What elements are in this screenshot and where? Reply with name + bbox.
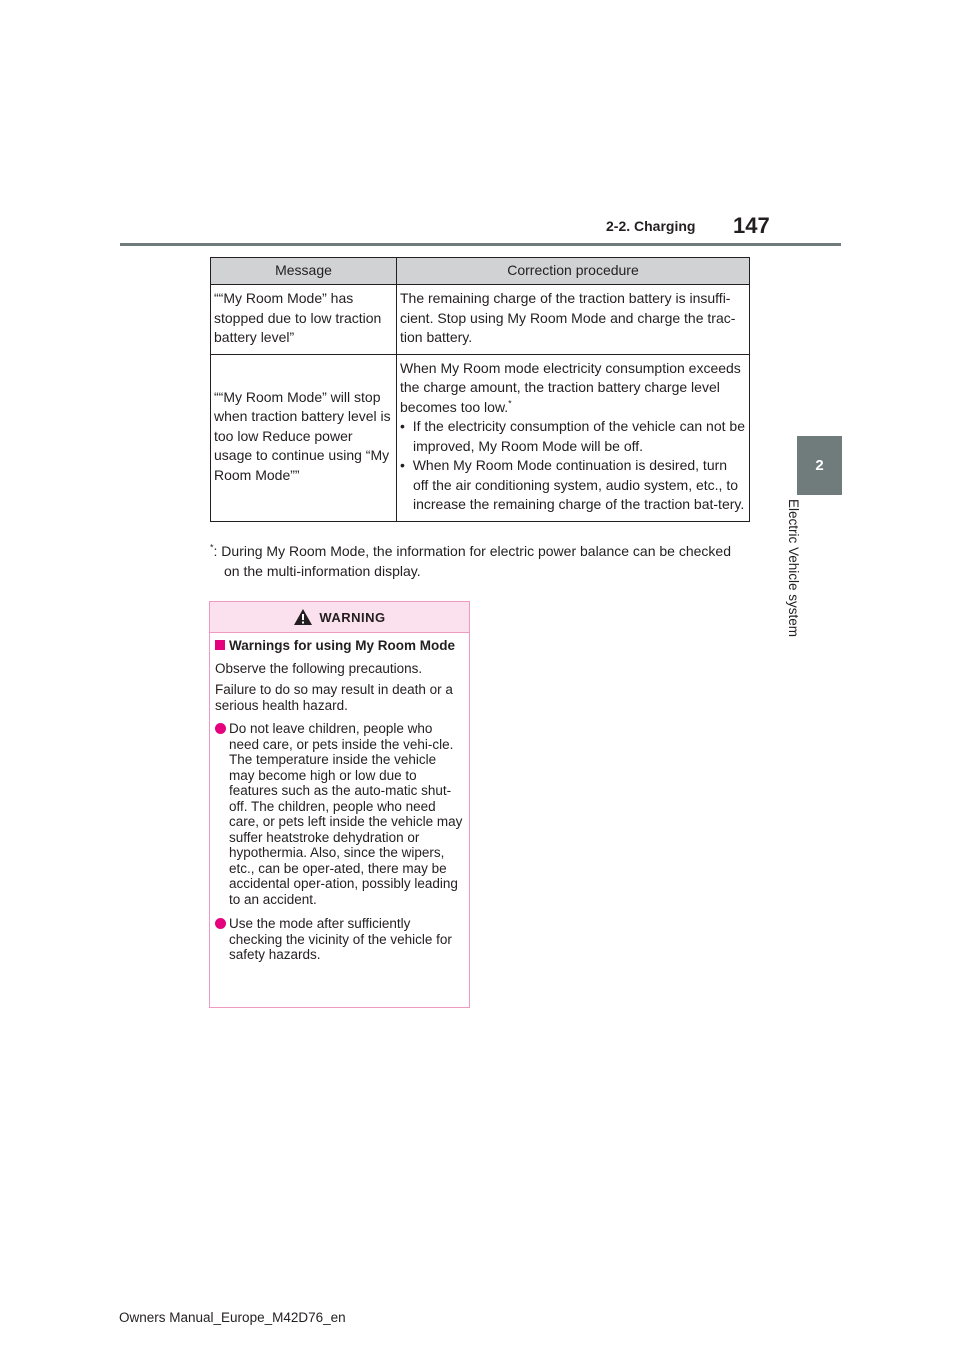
table-row	[211, 354, 750, 521]
procedure-bullet: • When My Room Mode continuation is desired, turn off the air conditioning system, audio system, etc., to increase the remaining charge of the traction bat-tery.	[400, 457, 745, 512]
circle-bullet-icon	[215, 723, 226, 734]
column-header-message: Message	[211, 258, 397, 285]
procedure-intro: When My Room mode electricity consumption exceeds the charge amount, the traction battery charge level becomes too low.*	[400, 359, 741, 415]
chapter-number: 2	[815, 457, 824, 474]
warning-paragraph: Observe the following precautions.	[215, 660, 423, 676]
procedure-cell: The remaining charge of the traction battery is insuffi-cient. Stop using My Room Mode and charge the trac-tion battery.	[397, 285, 750, 355]
warning-item: Do not leave children, people who need care, or pets inside the vehi-cle. The temperature inside the vehicle may become high or low due to features such as the auto-matic shut-off. The children, people who need care, or pets left inside the vehicle may suffer heatstroke dehydration or hypothermia. Also, since the wipers, etc., can be oper-ated, there may be accidental oper-ation, possibly leading to an accident.	[215, 721, 463, 907]
warning-subheading: Warnings for using My Room Mode	[215, 638, 463, 654]
header-rule	[120, 243, 841, 246]
footnote-mark: *	[210, 542, 214, 553]
message-cell: ““My Room Mode” has stopped due to low traction battery level”	[211, 285, 397, 355]
procedure-cell	[397, 354, 750, 521]
section-title: 2-2. Charging	[606, 218, 696, 234]
procedure-bullet: • If the electricity consumption of the vehicle can not be improved, My Room Mode will be off.	[400, 418, 745, 454]
warning-paragraph: Failure to do so may result in death or a serious health hazard.	[215, 682, 453, 713]
warning-triangle-icon	[293, 608, 313, 626]
warning-header	[210, 602, 469, 633]
footnote-line2: on the multi-information display.	[224, 563, 421, 579]
warning-item: Use the mode after sufficiently checking the vicinity of the vehicle for safety hazards.	[215, 916, 463, 963]
footnote-line1: : During My Room Mode, the information for electric power balance can be checked	[213, 543, 731, 559]
message-cell: ““My Room Mode” will stop when traction battery level is too low Reduce power usage to continue using “My Room Mode””	[211, 354, 397, 521]
warning-box	[209, 601, 470, 1008]
footnote	[210, 541, 755, 581]
table-header-row	[211, 258, 750, 285]
message-table	[210, 257, 750, 522]
table-row	[211, 285, 750, 355]
footer-text: Owners Manual_Europe_M42D76_en	[119, 1310, 346, 1325]
column-header-procedure: Correction procedure	[397, 258, 750, 285]
warning-body	[210, 633, 469, 963]
footnote-mark: *	[508, 397, 512, 408]
chapter-label-text: Electric Vehicle system	[786, 499, 801, 638]
page-number: 147	[733, 213, 770, 238]
circle-bullet-icon	[215, 918, 226, 929]
square-bullet-icon	[215, 640, 225, 650]
warning-title: WARNING	[319, 609, 386, 625]
chapter-label	[786, 499, 808, 664]
chapter-tab	[797, 436, 842, 495]
